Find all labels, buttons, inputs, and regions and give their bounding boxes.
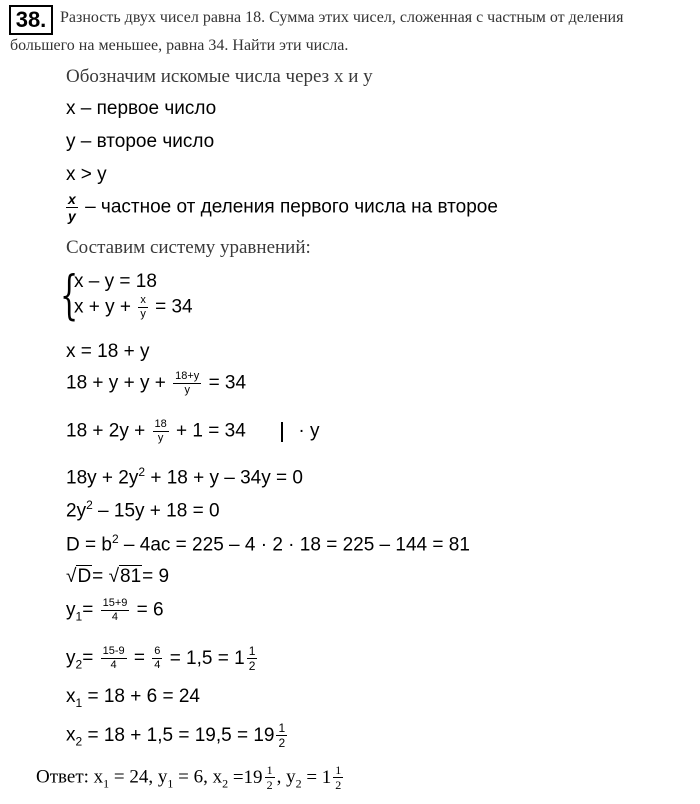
problem-text-line-2: большего на меньшее, равна 34. Найти эти числа. [10,37,349,54]
system-intro: Составим систему уравнений: [66,237,311,258]
eq-x1: $x_1 = 18 + 6 = 24$ [66,686,200,710]
eq-simplified: 18 + 2y + $\frac{18}{y}$ + 1 = 34 · y [66,418,320,444]
def-y: y – второе число [66,131,215,152]
eq-discriminant: $D = b^2 - 4ac = 225 - 4 \cdot 2 \cdot 18 = 225 - 144 = 81$ [66,532,470,556]
eq-expanded: $18y + 2y^2 + 18 + y - 34y = 0$ [66,465,303,489]
system-eq-2: x + y + $\frac{x}{y}$ = 34 [74,294,193,320]
problem-number: 38. [9,5,53,35]
eq-x2: $x_2$ = 18 + 1,5 = 19,5 = 19 $\frac{1}{2}$ [66,721,286,750]
eq-y1: $y_1=$ $\frac{15+9}{4}$ = 6 [66,597,164,624]
quotient-fraction: $\frac{x}{y}$ [68,191,76,224]
system-eq-1: x – y = 18 [74,271,157,292]
eq-sqrt: √D= √81= 9 [66,566,170,587]
intro-text: Обозначим искомые числа через x и y [66,66,373,87]
multiply-bar [281,422,283,442]
system-brace: { [60,266,79,326]
answer-line: Ответ: $x_1 = 24$, $y_1 = 6$, $x_2$ =19 $\frac{1}{2}$ , $y_2$ = 1 $\frac{1}{2}$ [36,763,342,792]
def-x: x – первое число [66,98,217,119]
eq-substitution: 18 + y + y + $\frac{18+y}{y}$ = 34 [66,370,247,396]
eq-x: x = 18 + y [66,341,150,362]
eq-quadratic: $2y^2 - 15y + 18 = 0$ [66,498,220,522]
problem-text-line-1: Разность двух чисел равна 18. Сумма этих чисел, сложенная с частным от деления [60,9,624,26]
eq-y2: $y_2=$ $\frac{15-9}{4}$ = $\frac{6}{4}$ = 1,5 = 1 $\frac{1}{2}$ [66,644,256,673]
condition: x > y [66,164,107,185]
quotient-line: $\frac{x}{y}$ – частное от деления первого числа на второе [68,191,498,224]
